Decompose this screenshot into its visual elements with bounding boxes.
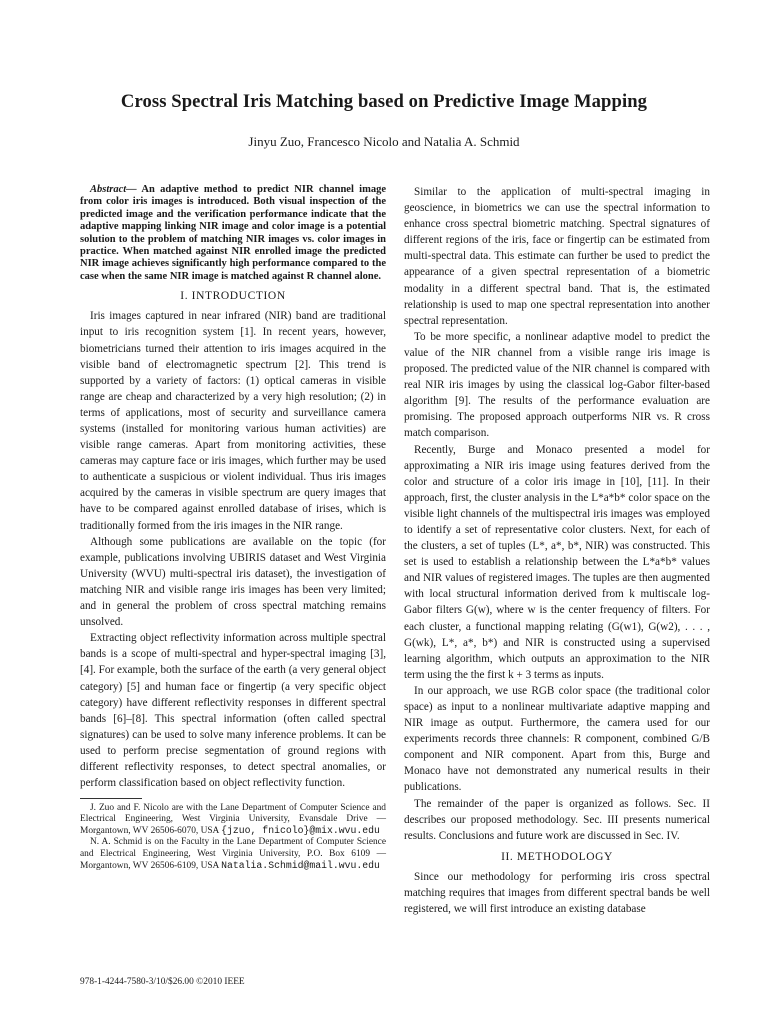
section-heading-introduction: I. INTRODUCTION [180, 290, 286, 303]
footnote-affiliation-2 [80, 837, 386, 871]
method-paragraph-1: Since our methodology for performing iris cross spectral matching requires that images from different spectral bands be well registered, we will first introduce an existing database [404, 870, 710, 916]
left-column [80, 184, 386, 872]
right-paragraph-3: Recently, Burge and Monaco presented a model for approximating a NIR iris image using features derived from the color and structure of a color iris image in [10], [11]. In their approach, first, the cluster analysis in the L*a*b* color space on the visible light channels of the multispectral iris images was employed to identify a set of representative color clusters. Next, for each of the clusters, a set of tuples (L*, a*, b*, NIR) was constructed. This set is used to establish a relationship between the L*a*b* values and NIR values of registered images. The tuples are then augmented with local structural information derived from k multiscale log-Gabor filters G(w), where w is the center frequency of filters. For each cluster, a functional mapping relating (G(w1), G(w2), . . . , G(wk), L*, a*, b*) and NIR is constructed using a supervised learning algorithm, which outputs an approximation to the NIR term using the the first k + 3 terms as inputs. [404, 443, 710, 681]
copyright-notice: 978-1-4244-7580-3/10/$26.00 ©2010 IEEE [80, 977, 245, 987]
right-column [404, 184, 710, 917]
footnote-1-email: {jzuo, fnicolo}@mix.wvu.edu [221, 825, 380, 837]
intro-paragraph-1: Iris images captured in near infrared (NIR) band are traditional input to iris recognition system [1]. In recent years, however, biometricians turned their attention to iris images acquired in the visible band of electromagnetic spectrum [2]. This trend is supported by a variety of factors: (1) optical cameras in visible range are cheap and characterized by a very high resolution; (2) in terms of applications, most of security and surveillance camera systems (installed for monitoring various human activities) are visible range cameras. Apart from monitoring activities, these cameras may capture face or iris images, which further may be used to authenticate a suspicious or violent individual. Thus iris images acquired by the cameras in visible spectrum are query images that have to be compared against enrolled database of irises, which is traditionally formed from the iris images in the NIR range. [80, 310, 386, 532]
intro-paragraph-3: Extracting object reflectivity information across multiple spectral bands is a scope of multi-spectral and hyper-spectral imaging [3], [4]. For example, both the surface of the earth (a very general object category) [5] and human face or fingertip (a very specific object category) have different reflectivity responses in different spectral bands [6]–[8]. This spectral information (often called spectral signatures) can be used to solve many inference problems. It can be used to perform precise segmentation of ground regions with different reflectivity responses, to detect spectral anomalies, or perform classification based on object reflectivity function. [80, 632, 386, 790]
footnote-affiliation-1 [80, 803, 386, 837]
author-list: Jinyu Zuo, Francesco Nicolo and Natalia A. Schmid [248, 134, 520, 149]
footnote-divider [80, 798, 142, 799]
right-paragraph-2: To be more specific, a nonlinear adaptive model to predict the value of the NIR channel from a visible range iris image is proposed. The predicted value of the NIR channel is compared with real NIR iris images by using the classical log-Gabor filter-based algorithm [9]. The results of the performance evaluation are promising. The proposed approach outperforms NIR vs. R cross match comparison. [404, 330, 710, 440]
footnote-1-text: J. Zuo and F. Nicolo are with the Lane Department of Computer Science and Electrical Engineering, West Virginia University, Evansdale Drive — Morgantown, WV 26506-6070, USA [80, 803, 386, 837]
right-paragraph-5: The remainder of the paper is organized as follows. Sec. II describes our proposed methodology. Sec. III presents numerical results. Conclusions and future work are discussed in Sec. IV. [404, 797, 710, 842]
paper-title: Cross Spectral Iris Matching based on Predictive Image Mapping [120, 91, 648, 112]
section-heading-methodology: II. METHODOLOGY [501, 850, 613, 863]
footnote-2-text: N. A. Schmid is on the Faculty in the Lane Department of Computer Science and Electrical Engineering, West Virginia University, P.O. Box 6109 — Morgantown, WV 26506-6109, USA [80, 837, 386, 871]
abstract [80, 184, 386, 283]
abstract-label: Abstract— [90, 184, 137, 195]
right-paragraph-4: In our approach, we use RGB color space (the traditional color space) as input to a nonlinear multivariate adaptive mapping and NIR image as output. Furthermore, the camera used for our experiments records three channels: R component, combined G/B component and NIR component. Apart from this, Burge and Monaco have not demonstrated any numerical results in their publications. [404, 684, 710, 794]
intro-paragraph-2: Although some publications are available on the topic (for example, publications involving UBIRIS dataset and West Virginia University (WVU) multi-spectral iris dataset), the investigation of matching NIR and visible range iris images has been very limited; and in general the problem of cross spectral matching remains unsolved. [80, 535, 386, 629]
footnote-2-email: Natalia.Schmid@mail.wvu.edu [221, 859, 380, 871]
abstract-text: An adaptive method to predict NIR channel image from color iris images is introduced. Both visual inspection of the predicted image and the verification performance indicate that the adaptive mapping linking NIR image and color image is a potential solution to the problem of matching NIR images vs. color images in practice. When matched against NIR enrolled image the predicted NIR image achieves significantly high performance compared to the case when the same NIR image is matched against R channel alone. [80, 184, 386, 282]
right-paragraph-1: Similar to the application of multi-spectral imaging in geoscience, in biometrics we can use the spectral information to enhance cross spectral biometric matching. Spectral signatures of different regions of the iris, face or fingertip can be estimated from multi-spectral data. This estimate can further be used to predict the appearance of a given spectral representation of a biometric modality in a different spectral band. That is, the estimated relationship is used to map one spectral representation into another spectral representation. [404, 186, 710, 327]
